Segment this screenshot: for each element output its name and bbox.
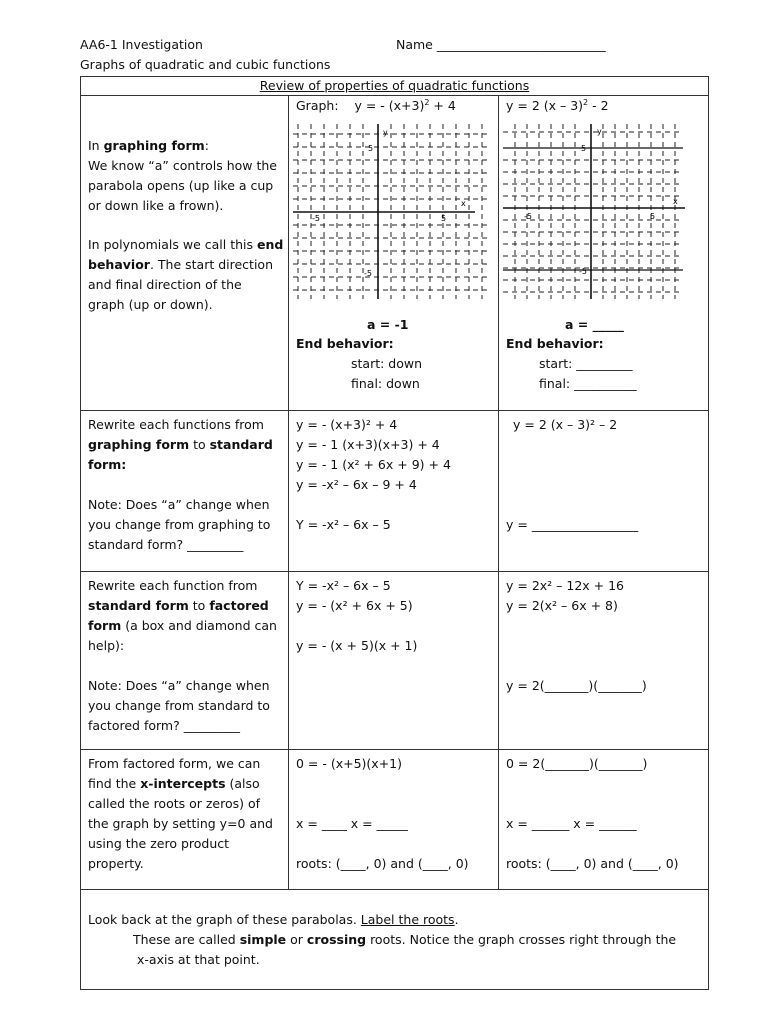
text-line: graphing form to standard xyxy=(88,437,273,452)
answer-blank[interactable]: y = 2(_______)(_______) xyxy=(506,678,647,693)
text-line: x-axis at that point. xyxy=(137,952,260,967)
row1-left xyxy=(81,96,289,411)
graph-grid-2 xyxy=(503,124,699,299)
final-direction-blank[interactable]: final: __________ xyxy=(539,376,637,391)
end-behavior-label: End behavior: xyxy=(506,336,604,351)
simple-roots-note: These are called simple or crossing roots. Notice the graph crosses right through the xyxy=(133,932,677,947)
svg-text:5: 5 xyxy=(650,212,656,221)
svg-text:5: 5 xyxy=(441,214,447,223)
text-line: Note: Does “a” change when xyxy=(88,678,270,693)
graph-grid-1 xyxy=(293,124,489,299)
text-line: called the roots or zeros) of xyxy=(88,796,261,811)
text-line: or down like a frown). xyxy=(88,198,224,213)
worksheet-title: AA6-1 Investigation xyxy=(80,37,203,52)
answer-blank[interactable]: x = ____ x = _____ xyxy=(296,816,408,831)
text-line: behavior. The start direction xyxy=(88,257,273,272)
text-line: the graph by setting y=0 and xyxy=(88,816,273,831)
row5-note xyxy=(81,890,709,990)
equation-step: y = - (x + 5)(x + 1) xyxy=(296,638,418,653)
review-table xyxy=(80,76,709,990)
text-line: using the zero product xyxy=(88,836,230,851)
svg-text:x: x xyxy=(461,199,466,208)
equation-step: y = - (x² + 6x + 5) xyxy=(296,598,413,613)
text-line: form (a box and diamond can xyxy=(88,618,277,633)
graph-equation: Graph: y = - $(x+3)^2 + 4$ xyxy=(296,97,456,113)
text-line: parabola opens (up like a cup xyxy=(88,178,274,193)
text-line: property. xyxy=(88,856,144,871)
svg-text:-5: -5 xyxy=(524,212,532,221)
row1-mid xyxy=(289,96,499,411)
equation-step: Y = -x² – 6x – 5 xyxy=(296,517,391,532)
row3-right xyxy=(499,572,709,750)
text-line: graph (up or down). xyxy=(88,297,213,312)
table-title: Review of properties of quadratic functions xyxy=(81,77,709,96)
text-line: standard form to factored xyxy=(88,598,269,613)
answer-blank[interactable]: x = ______ x = ______ xyxy=(506,816,637,831)
row4-mid xyxy=(289,750,499,890)
row1-right xyxy=(499,96,709,411)
text-line: Rewrite each function from xyxy=(88,578,258,593)
row2-left xyxy=(81,411,289,572)
graphing-form-label: In graphing form: xyxy=(88,138,209,153)
text-line: Note: Does “a” change when xyxy=(88,497,270,512)
text-line: find the x-intercepts (also xyxy=(88,776,260,791)
svg-text:y: y xyxy=(597,127,602,136)
text-line: form: xyxy=(88,457,127,472)
equation-step: y = - (x+3)² + 4 xyxy=(296,417,398,432)
answer-blank[interactable]: factored form? _________ xyxy=(88,718,240,733)
label-roots-instruction: Look back at the graph of these parabolas. Label the roots. xyxy=(88,912,459,927)
answer-blank[interactable]: 0 = 2(_______)(_______) xyxy=(506,756,648,771)
name-field[interactable]: Name ___________________________ xyxy=(396,37,606,52)
text-line: From factored form, we can xyxy=(88,756,261,771)
row4-left xyxy=(81,750,289,890)
svg-text:5: 5 xyxy=(368,144,374,153)
end-behavior-label: End behavior: xyxy=(296,336,394,351)
text-line: help): xyxy=(88,638,125,653)
svg-text:5: 5 xyxy=(581,144,587,153)
answer-blank[interactable]: roots: (____, 0) and (____, 0) xyxy=(296,856,469,871)
row3-mid xyxy=(289,572,499,750)
text-line: Rewrite each functions from xyxy=(88,417,264,432)
row2-right xyxy=(499,411,709,572)
final-direction: final: down xyxy=(351,376,420,391)
worksheet-subtitle: Graphs of quadratic and cubic functions xyxy=(80,57,331,72)
answer-blank[interactable]: standard form? _________ xyxy=(88,537,244,552)
a-value: a = -1 xyxy=(367,317,409,332)
equation-step: Y = -x² – 6x – 5 xyxy=(296,578,391,593)
svg-text:-5: -5 xyxy=(312,214,320,223)
row2-mid xyxy=(289,411,499,572)
row3-left xyxy=(81,572,289,750)
answer-blank[interactable]: roots: (____, 0) and (____, 0) xyxy=(506,856,679,871)
start-direction-blank[interactable]: start: _________ xyxy=(539,356,633,371)
svg-text:-5: -5 xyxy=(579,267,587,276)
start-direction: start: down xyxy=(351,356,423,371)
equation-step: 0 = - (x+5)(x+1) xyxy=(296,756,403,771)
equation-step: y = 2(x² – 6x + 8) xyxy=(506,598,618,613)
a-value-blank[interactable]: a = _____ xyxy=(565,317,624,332)
equation-step: y = 2x² – 12x + 16 xyxy=(506,578,625,593)
end-behavior-definition: In polynomials we call this end xyxy=(88,237,284,252)
text-line: you change from standard to xyxy=(88,698,270,713)
svg-text:x: x xyxy=(673,197,678,206)
svg-text:y: y xyxy=(383,128,388,137)
text-line: We know “a” controls how the xyxy=(88,158,277,173)
svg-text:-5: -5 xyxy=(364,269,372,278)
equation-step: y = - 1 (x² + 6x + 9) + 4 xyxy=(296,457,451,472)
text-line: and final direction of the xyxy=(88,277,242,292)
equation-step: y = - 1 (x+3)(x+3) + 4 xyxy=(296,437,440,452)
answer-blank[interactable]: y = _________________ xyxy=(506,517,639,532)
text-line: you change from graphing to xyxy=(88,517,271,532)
equation-step: y = -x² – 6x – 9 + 4 xyxy=(296,477,417,492)
graph-equation-2: y = 2 (x – 3)$^2$ - 2 xyxy=(506,97,609,113)
row4-right xyxy=(499,750,709,890)
equation-step: y = 2 (x – 3)² – 2 xyxy=(513,417,618,432)
